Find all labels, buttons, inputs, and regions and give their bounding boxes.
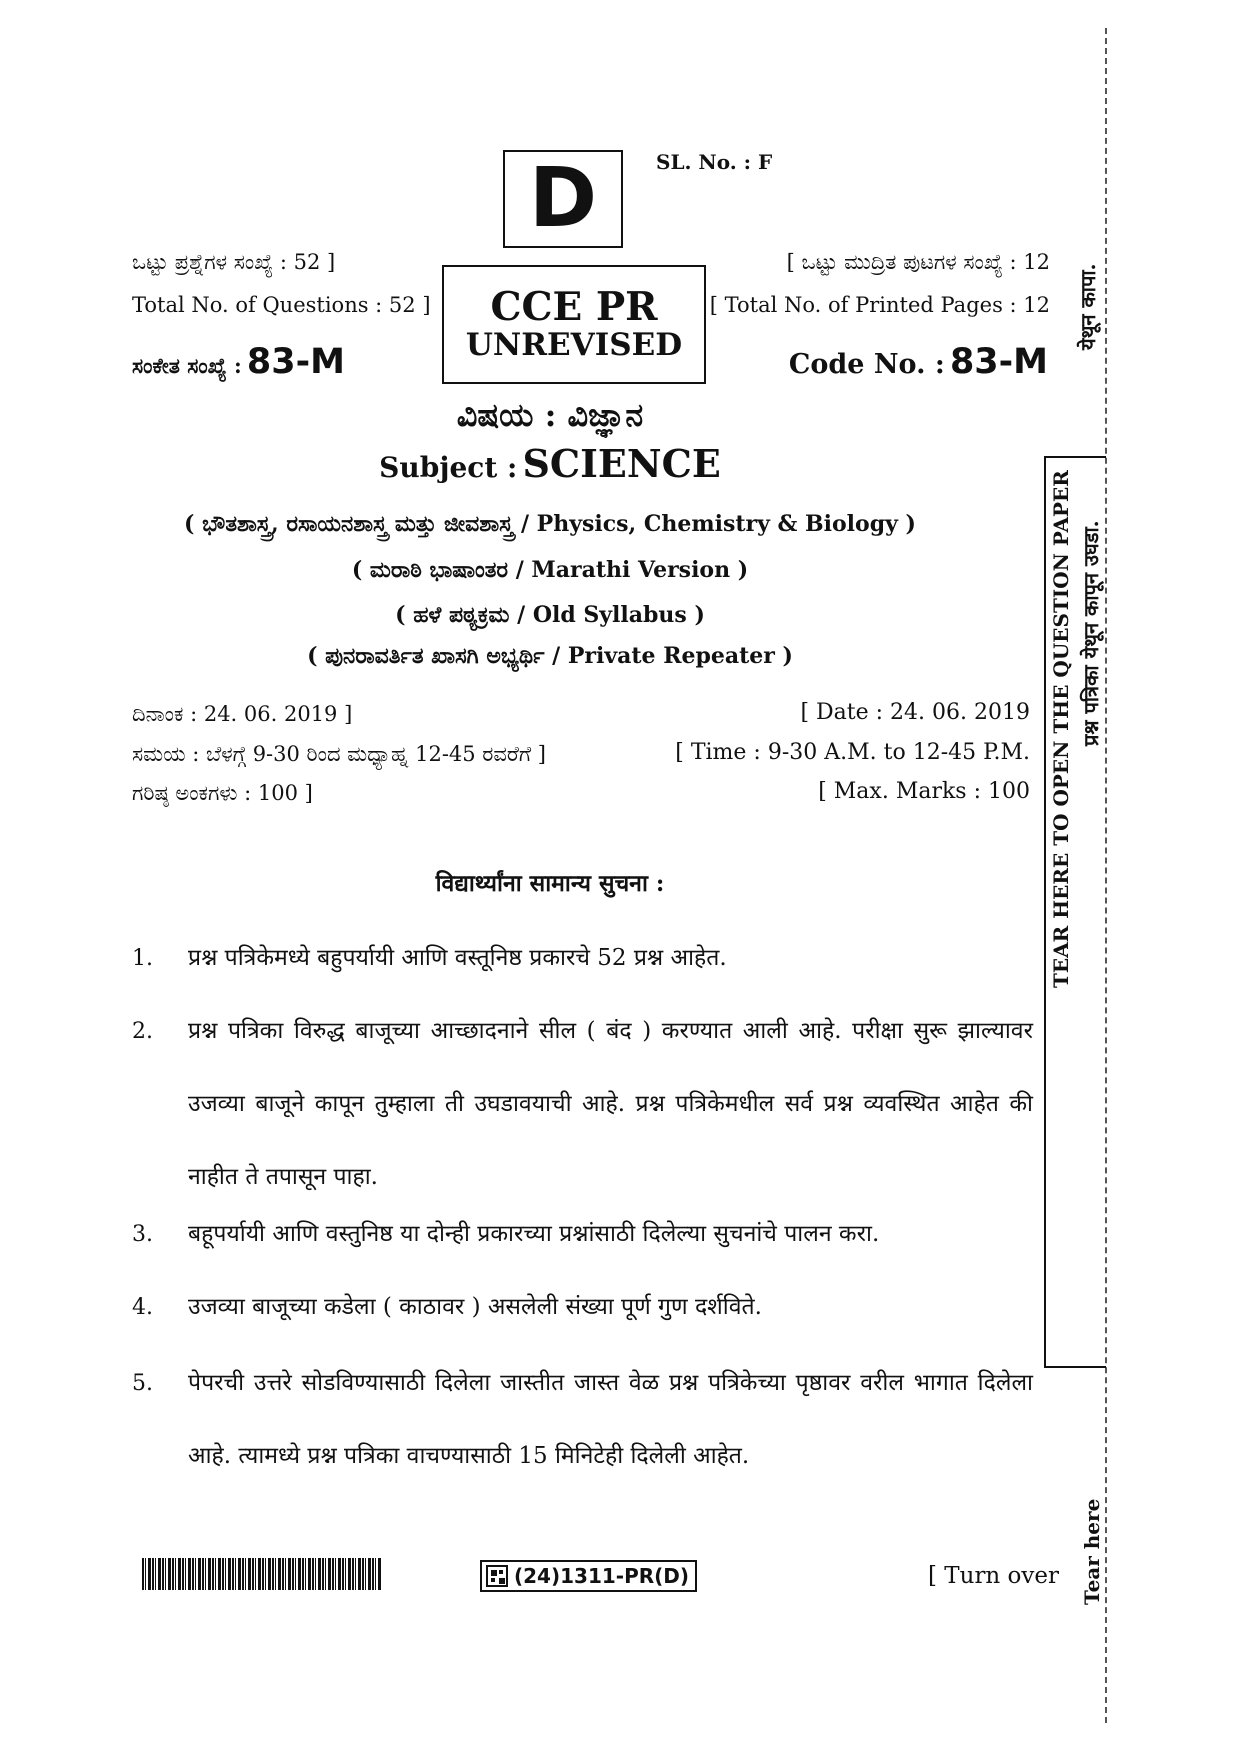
subject-kannada: ವಿಷಯ : ವಿಜ್ಞಾನ [456,396,644,434]
max-marks-english: [ Max. Marks : 100 [818,779,1030,804]
language-version: ( ಮರಾಠಿ ಭಾಷಾಂತರ / Marathi Version ) [351,557,749,583]
paper-code-box [480,1560,697,1592]
tear-here-label: Tear here [1080,1498,1104,1605]
tear-instruction-english: TEAR HERE TO OPEN THE QUESTION PAPER [1049,470,1073,988]
cce-pr-box [442,265,706,384]
code-label-kannada: ಸಂಕೇತ ಸಂಖ್ಯೆ : [132,353,242,378]
instruction-text: पेपरची उत्तरे सोडविण्यासाठी दिलेला जास्तीत जास्त वेळ प्रश्न पत्रिकेच्या पृष्ठावर वरील भागात दिलेला आहे. त्यामध्ये प्रश्न पत्रिका वाचण्यासाठी 15 मिनिटेही दिलेली आहेत. [188,1370,1033,1469]
cce-title: CCE PR [490,283,658,330]
barcode [142,1558,382,1590]
subject-title [0,441,1100,486]
instruction-number: 5. [132,1371,153,1396]
date-kannada: ದಿನಾಂಕ : 24. 06. 2019 ] [132,702,353,726]
instruction-number: 1. [132,946,153,971]
instruction-text: उजव्या बाजूच्या कडेला ( काठावर ) असलेली संख्या पूर्ण गुण दर्शविते. [188,1294,762,1320]
subject-value: SCIENCE [522,441,721,486]
candidate-type: ( ಪುನರಾವರ್ತಿತ ಖಾಸಗಿ ಅಭ್ಯರ್ಥಿ / Private Repeater ) [307,643,793,669]
code-number-english [789,342,1048,382]
code-value-kannada: 83-M [246,342,345,382]
max-marks-kannada: ಗರಿಷ್ಠ ಅಂಕಗಳು : 100 ] [132,781,313,805]
serial-number: SL. No. : F [656,150,773,174]
instructions-heading: विद्यार्थ्यांना सामान्य सुचना : [435,870,665,897]
instruction-number: 3. [132,1222,153,1247]
code-value-english: 83-M [949,342,1048,382]
instruction-number: 4. [132,1295,153,1320]
subject-label: Subject : [379,451,518,484]
time-kannada: ಸಮಯ : ಬೆಳಗ್ಗೆ 9-30 ರಿಂದ ಮಧ್ಯಾಹ್ನ 12-45 ರವರೆಗೆ ] [132,742,546,766]
syllabus-type: ( ಹಳೆ ಪಠ್ಯಕ್ರಮ / Old Syllabus ) [395,602,705,628]
total-pages-kannada: [ ಒಟ್ಟು ಮುದ್ರಿತ ಪುಟಗಳ ಸಂಖ್ಯೆ : 12 [786,250,1050,274]
set-letter-box: D [503,150,623,248]
total-questions-kannada: ಒಟ್ಟು ಪ್ರಶ್ನೆಗಳ ಸಂಖ್ಯೆ : 52 ] [132,250,336,274]
time-english: [ Time : 9-30 A.M. to 12-45 P.M. [675,740,1030,765]
instruction-number: 2. [132,1019,153,1044]
instruction-text: प्रश्न पत्रिकेमध्ये बहुपर्यायी आणि वस्तूनिष्ठ प्रकारचे 52 प्रश्न आहेत. [188,945,727,971]
date-english: [ Date : 24. 06. 2019 [800,700,1030,725]
code-number-kannada [132,342,345,382]
code-label-english: Code No. : [788,349,945,380]
paper-code: (24)1311-PR(D) [514,1564,690,1588]
subject-branches: ( ಭೌತಶಾಸ್ತ್ರ, ರಸಾಯನಶಾಸ್ತ್ರ ಮತ್ತು ಜೀವಶಾಸ್ತ್ರ / Physics, Chemistry & Biology ) [184,511,916,537]
total-questions-english: Total No. of Questions : 52 ] [132,293,431,317]
instruction-text: प्रश्न पत्रिका विरुद्ध बाजूच्या आच्छादनाने सील ( बंद ) करण्यात आली आहे. परीक्षा सुरू झाल्यावर उजव्या बाजूने कापून तुम्हाला ती उघडावयाची आहे. प्रश्न पत्रिकेमधील सर्व प्रश्न व्यवस्थित आहेत की नाहीत ते तपासून पाहा. [188,1018,1033,1190]
total-pages-english: [ Total No. of Printed Pages : 12 [709,293,1050,317]
instruction-text: बहूपर्यायी आणि वस्तुनिष्ठ या दोन्ही प्रकारच्या प्रश्नांसाठी दिलेल्या सुचनांचे पालन करा. [188,1221,880,1247]
tear-instruction-marathi: प्रश्न पत्रिका येथून कापून उघडा. [1079,520,1103,746]
cce-subtitle: UNREVISED [465,326,683,363]
cut-here-marathi: येथून कापा. [1076,263,1100,350]
qr-code-icon [486,1565,508,1587]
turn-over-note: [ Turn over [928,1563,1060,1589]
